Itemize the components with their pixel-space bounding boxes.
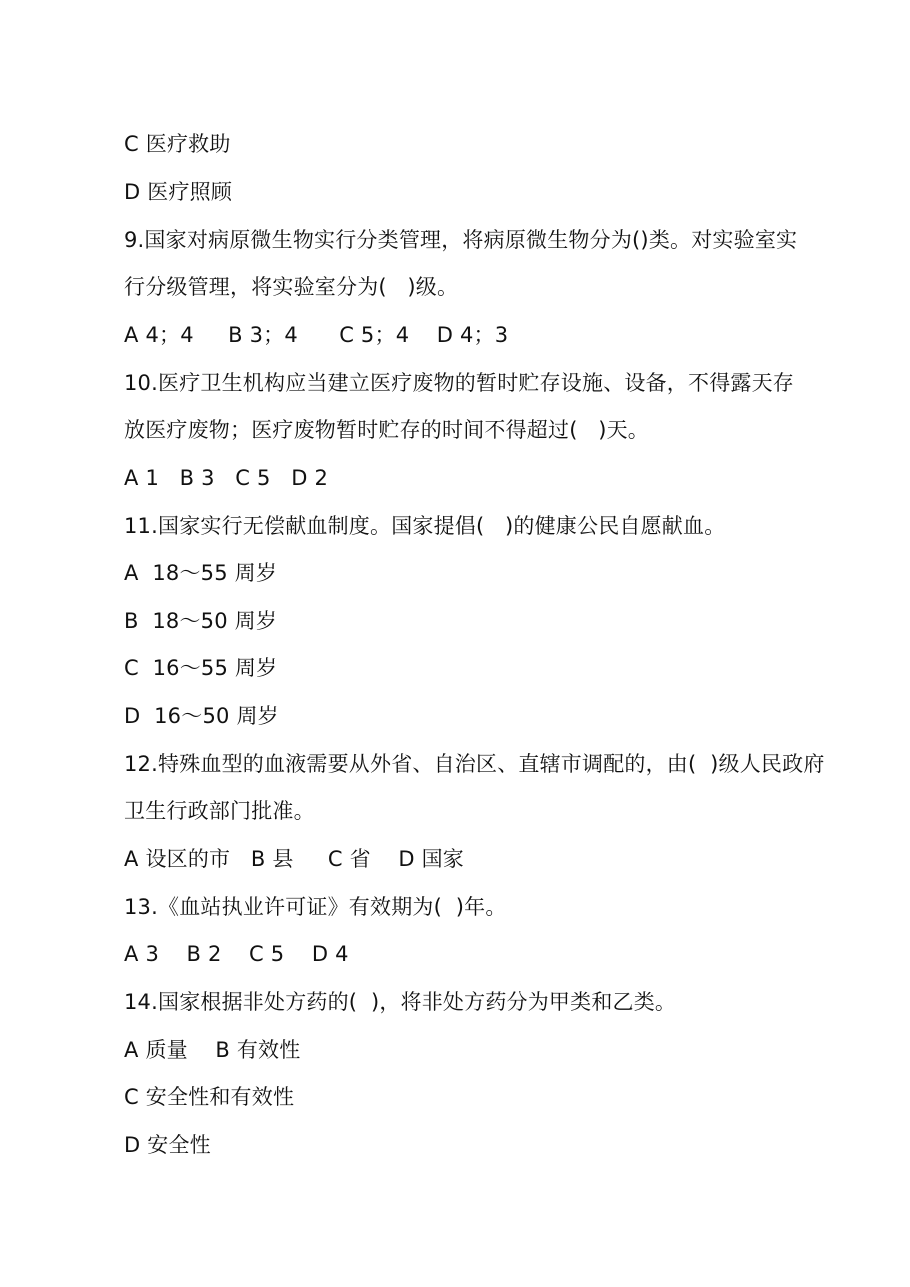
question-10-line-2: 放医疗废物；医疗废物暂时贮存的时间不得超过( )天。 xyxy=(124,418,650,442)
question-11-option-b: B 18～50 周岁 xyxy=(124,609,278,633)
option-line-c-medical-aid: C 医疗救助 xyxy=(124,132,231,156)
question-11-option-a: A 18～55 周岁 xyxy=(124,561,278,585)
question-13-options: A 3 B 2 C 5 D 4 xyxy=(124,942,349,966)
question-11-option-d: D 16～50 周岁 xyxy=(124,704,279,728)
question-14-option-d: D 安全性 xyxy=(124,1133,211,1157)
question-14-option-c: C 安全性和有效性 xyxy=(124,1085,295,1109)
question-11-text: 11.国家实行无偿献血制度。国家提倡( )的健康公民自愿献血。 xyxy=(124,514,726,538)
question-9-line-1: 9.国家对病原微生物实行分类管理，将病原微生物分为()类。对实验室实 xyxy=(124,228,798,252)
question-12-line-1: 12.特殊血型的血液需要从外省、自治区、直辖市调配的，由( )级人民政府 xyxy=(124,752,825,776)
question-12-line-2: 卫生行政部门批准。 xyxy=(124,799,315,823)
question-12-options: A 设区的市 B 县 C 省 D 国家 xyxy=(124,847,465,871)
question-14-options-ab: A 质量 B 有效性 xyxy=(124,1038,301,1062)
question-10-line-1: 10.医疗卫生机构应当建立医疗废物的暂时贮存设施、设备，不得露天存 xyxy=(124,371,794,395)
question-9-line-2: 行分级管理，将实验室分为( )级。 xyxy=(124,275,459,299)
option-line-d-medical-care: D 医疗照顾 xyxy=(124,180,233,204)
question-13-text: 13.《血站执业许可证》有效期为( )年。 xyxy=(124,895,507,919)
question-10-options: A 1 B 3 C 5 D 2 xyxy=(124,466,329,490)
question-11-option-c: C 16～55 周岁 xyxy=(124,656,278,680)
question-14-text: 14.国家根据非处方药的( )，将非处方药分为甲类和乙类。 xyxy=(124,990,677,1014)
question-9-options: A 4；4 B 3；4 C 5；4 D 4；3 xyxy=(124,323,509,347)
